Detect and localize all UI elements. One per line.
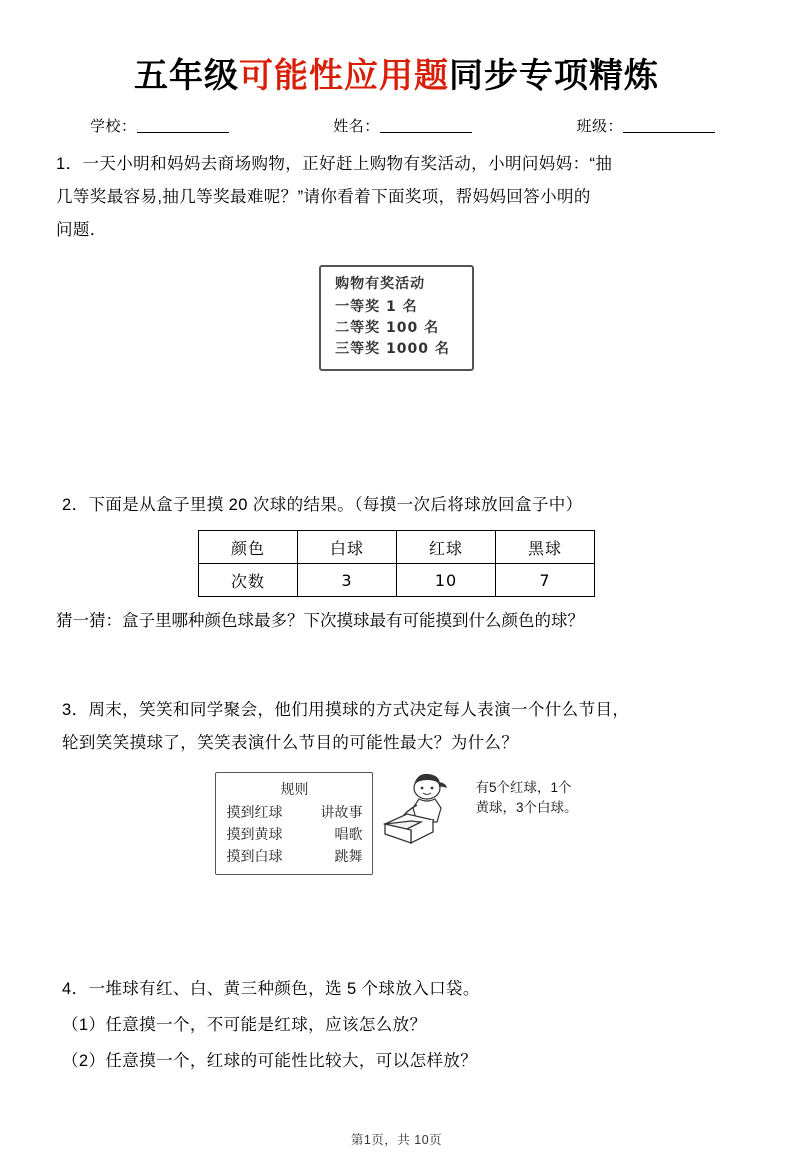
table-cell-red-count: 10 <box>397 564 496 597</box>
school-label: 学校： <box>90 118 137 135</box>
class-field <box>576 115 715 136</box>
page-title-highlight: 可能性应用题 <box>239 56 449 96</box>
question-2-text: 2．下面是从盒子里摸 20 次球的结果。（每摸一次后将球放回盒子中） <box>62 496 583 514</box>
rules-title: 规则 <box>280 781 309 797</box>
prize-row-2: 二等奖 100 名 <box>335 320 440 336</box>
student-info-line <box>56 115 737 136</box>
table-cell-black-ball: 黑球 <box>496 531 595 564</box>
ball-count-table-wrapper <box>56 530 737 597</box>
rule-condition-1: 摸到红球 <box>226 804 283 820</box>
prize-box-wrapper <box>56 265 737 371</box>
table-cell-count-label: 次数 <box>199 564 298 597</box>
rule-item-2 <box>226 823 362 845</box>
prize-box-title: 购物有奖活动 <box>335 276 426 292</box>
worksheet-page <box>0 48 793 1170</box>
question-2-follow-up: 猜一猜：盒子里哪种颜色球最多？下次摸球最有可能摸到什么颜色的球？ <box>56 612 584 630</box>
rule-action-3: 跳舞 <box>334 848 363 864</box>
school-blank <box>137 118 229 133</box>
prize-row-3: 三等奖 1000 名 <box>335 341 450 357</box>
question-1-line-1: 1．一天小明和妈妈去商场购物，正好赶上购物有奖活动，小明问妈妈：“抽 <box>56 155 613 173</box>
prize-box <box>319 265 474 371</box>
ball-count-table <box>198 530 595 597</box>
question-4 <box>56 973 737 1078</box>
question-1-line-3: 问题． <box>56 221 107 239</box>
table-row-counts <box>199 564 595 597</box>
girl-with-box-illustration <box>375 772 471 856</box>
class-label: 班级： <box>576 118 623 135</box>
table-cell-black-count: 7 <box>496 564 595 597</box>
page-footer: 第1页，共 10页 <box>350 1133 443 1147</box>
table-cell-white-count: 3 <box>298 564 397 597</box>
table-row-header <box>199 531 595 564</box>
question-4-sub-2: （2）任意摸一个，红球的可能性比较大，可以怎样放？ <box>62 1052 478 1070</box>
rule-item-1 <box>226 801 362 823</box>
table-cell-white-ball: 白球 <box>298 531 397 564</box>
speech-line-2: 黄球，3个白球。 <box>475 800 578 815</box>
name-field <box>333 115 472 136</box>
question-4-line-1: 4．一堆球有红、白、黄三种颜色，选 5 个球放入口袋。 <box>62 980 480 998</box>
question-1-line-2: 几等奖最容易,抽几等奖最难呢？”请你看着下面奖项，帮妈妈回答小明的 <box>56 188 591 206</box>
rule-condition-3: 摸到白球 <box>226 848 283 864</box>
page-title <box>56 48 737 97</box>
speech-line-1: 有5个红球，1个 <box>475 780 572 795</box>
page-title-part1: 五年级 <box>134 56 239 96</box>
rule-action-1: 讲故事 <box>320 804 363 820</box>
question-3-line-1: 3．周末，笑笑和同学聚会，他们用摸球的方式决定每人表演一个什么节目， <box>62 701 630 719</box>
page-title-part2: 同步专项精炼 <box>449 56 659 96</box>
speech-bubble-text <box>475 772 577 818</box>
name-blank <box>380 118 472 133</box>
school-field <box>90 115 229 136</box>
question-4-sub-1: （1）任意摸一个，不可能是红球，应该怎么放？ <box>62 1016 427 1034</box>
name-label: 姓名： <box>333 118 380 135</box>
prize-row-1: 一等奖 1 名 <box>335 299 418 315</box>
table-cell-color-label: 颜色 <box>199 531 298 564</box>
class-blank <box>623 118 715 133</box>
question-1 <box>56 148 737 247</box>
question-3 <box>56 694 737 760</box>
girl-drawing-icon <box>375 772 471 856</box>
table-cell-red-ball: 红球 <box>397 531 496 564</box>
rule-item-3 <box>226 845 362 867</box>
question-3-figure-row <box>56 772 737 875</box>
rule-condition-2: 摸到黄球 <box>226 826 283 842</box>
question-2 <box>56 489 737 522</box>
question-3-line-2: 轮到笑笑摸球了，笑笑表演什么节目的可能性最大？为什么？ <box>62 734 519 752</box>
rules-box <box>215 772 373 875</box>
rule-action-2: 唱歌 <box>334 826 363 842</box>
